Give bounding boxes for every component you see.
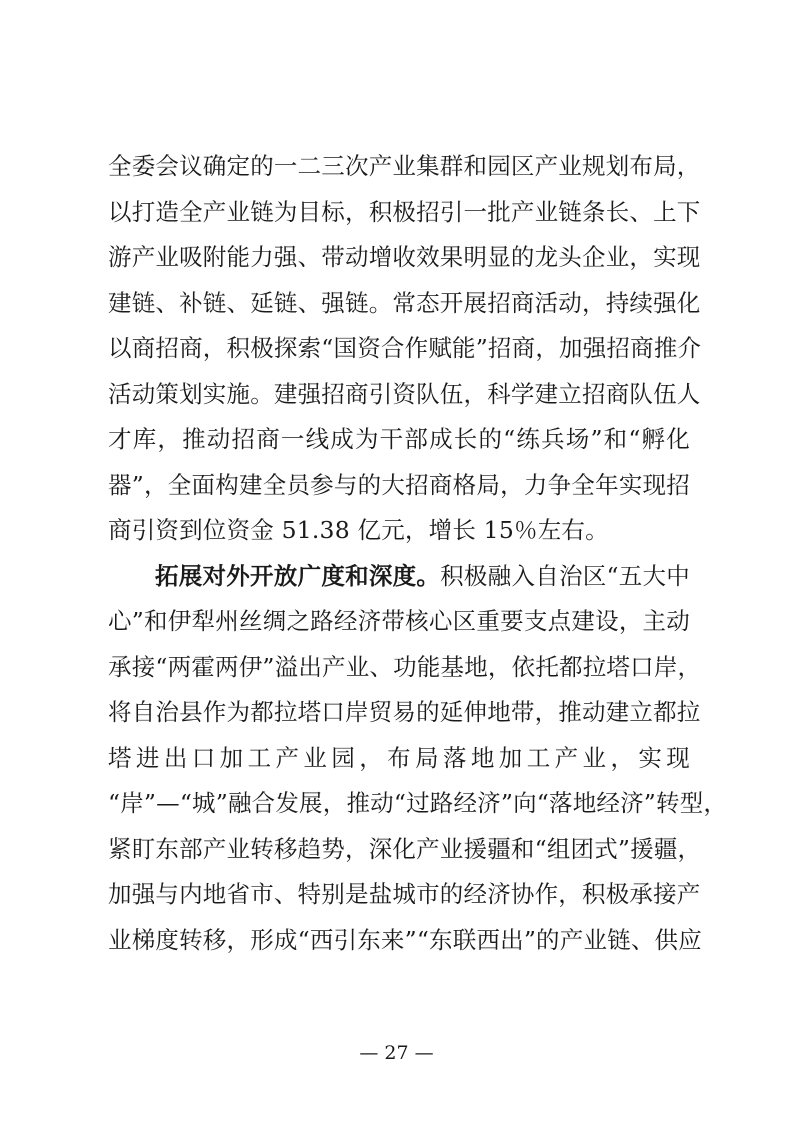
- paragraph-first-line: [108, 554, 690, 600]
- text-line: 将自治县作为都拉塔口岸贸易的延伸地带，推动建立都拉: [108, 698, 701, 726]
- section-heading: 拓展对外开放广度和深度。: [155, 561, 441, 590]
- text-line: 业梯度转移，形成“西引东来”“东联西出”的产业链、供应: [108, 925, 702, 954]
- text-line: “岸”—“城”融合发展，推动“过路经济”向“落地经济”转型，: [108, 789, 728, 817]
- text-line: 紧盯东部产业转移趋势，深化产业援疆和“组团式”援疆，: [108, 834, 702, 863]
- body-text: [108, 144, 728, 963]
- text-line: 加强与内地省市、特别是盐城市的经济协作，积极承接产: [108, 880, 701, 908]
- text-line: 以打造全产业链为目标，积极招引一批产业链条长、上下: [108, 197, 701, 226]
- text-line: 才库，推动招商一线成为干部成长的“练兵场”和“孵化: [108, 425, 690, 453]
- text-line: 全委会议确定的一二三次产业集群和园区产业规划布局，: [108, 152, 701, 180]
- text-line: 游产业吸附能力强、带动增收效果明显的龙头企业，实现: [108, 243, 701, 271]
- heading-line-rest: 积极融入自治区“五大中: [440, 561, 690, 590]
- text-line: 承接“两霍两伊”溢出产业、功能基地，依托都拉塔口岸，: [108, 652, 702, 681]
- paragraph-opening-up: [108, 554, 728, 964]
- text-line: 塔进出口加工产业园，布局落地加工产业，实现: [108, 743, 690, 772]
- text-line: 活动策划实施。建强招商引资队伍，科学建立招商队伍人: [108, 379, 701, 408]
- text-line: 器”，全面构建全员参与的大招商格局，力争全年实现招: [108, 470, 690, 499]
- text-line: 建链、补链、延链、强链。常态开展招商活动，持续强化: [108, 288, 701, 317]
- text-line: 以商招商，积极探索“国资合作赋能”招商，加强招商推介: [108, 334, 702, 362]
- page-number: — 27 —: [359, 1042, 434, 1064]
- paragraph-investment: [108, 144, 702, 554]
- text-line: 商引资到位资金 51.38 亿元，增长 15％左右。: [108, 516, 609, 544]
- text-line: 心”和伊犁州丝绸之路经济带核心区重要支点建设，主动: [108, 607, 690, 635]
